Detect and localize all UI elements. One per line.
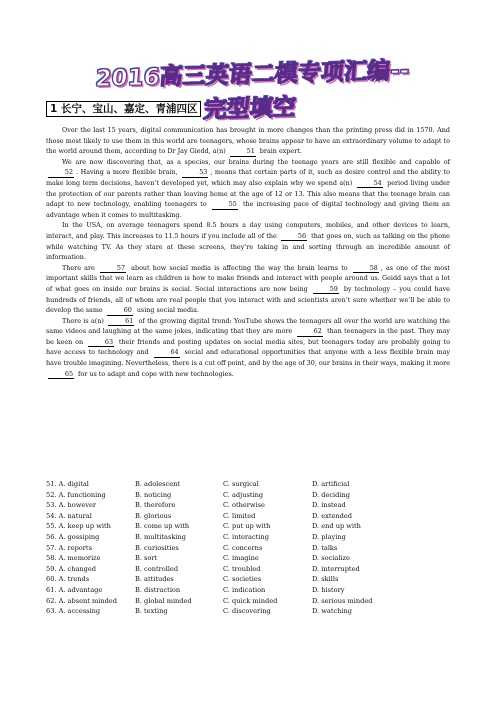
option-d: D. serious minded (312, 596, 373, 605)
option-c: C. interacting (223, 532, 269, 541)
blank-62: 62 (297, 328, 323, 337)
answer-options (46, 479, 450, 617)
option-row (46, 511, 450, 522)
option-b: B. noticing (135, 490, 172, 499)
blank-52: 52 (48, 169, 74, 178)
option-d: D. deciding (312, 490, 350, 499)
option-row (46, 564, 450, 575)
option-c: C. otherwise (223, 501, 265, 510)
option-b: B. multitasking (135, 532, 186, 541)
option-a: 61. A. advantage (46, 585, 103, 594)
option-b: B. adolescent (135, 480, 181, 488)
option-c: C. limited (223, 511, 256, 520)
option-d: D. end up with (312, 522, 361, 531)
blank-53: 53 (182, 169, 208, 178)
option-b: B. global minded (135, 596, 192, 605)
option-row (46, 585, 450, 596)
option-d: D. talks (312, 543, 338, 552)
option-d: D. skills (312, 575, 339, 584)
option-c: C. surgical (223, 480, 259, 488)
option-b: B. texting (135, 607, 168, 616)
blank-57: 57 (100, 265, 126, 274)
option-b: B. distraction (135, 585, 181, 594)
option-a: 56. A. gossiping (46, 532, 100, 541)
option-c: C. quick minded (223, 596, 278, 605)
option-a: 59. A. changed (46, 564, 96, 573)
option-c: C. imagine (223, 554, 259, 563)
option-a: 63. A. accessing (46, 607, 101, 616)
paragraph-1: Over the last 15 years, digital communication has brought in more changes than the printing press did in 1570. And those most likely to use them in this world are teenagers, whose brains appear to have an extraordinary volume to adapt to the world around them, according to Dr Jay Giedd, a(n) 51 brain expert. (46, 126, 450, 156)
blank-65: 65 (48, 371, 74, 380)
option-c: C. discovering (223, 607, 271, 616)
blank-60: 60 (107, 307, 133, 316)
option-a: 55. A. keep up with (46, 522, 111, 531)
option-row (46, 543, 450, 554)
option-c: C. troubled (223, 564, 261, 573)
blank-59: 59 (313, 286, 339, 295)
option-d: D. socialize (312, 554, 350, 563)
option-a: 52. A. functioning (46, 490, 106, 499)
blank-61: 61 (108, 318, 134, 327)
option-row (46, 606, 450, 617)
option-row (46, 490, 450, 501)
section-title: 1 长宁、宝山、嘉定、青浦四区 (46, 101, 201, 117)
option-d: D. interrupted (312, 564, 360, 573)
option-d: D. watching (312, 607, 352, 616)
paragraph-4: There are 57 about how social media is affecting the way the brain learns to 58 , as one of the most important skills that we learn as children is how to make friends and interact with people around us. Geidd says that a lot of what goes on inside our brains is social. Social interactions are now being 59 by technology – you could have hundreds of friends, all of whom are real people that you interact with and scientists aren’t sure whether we’ll be able to develop the same 60 using social media. (46, 263, 450, 315)
option-a: 51. A. digital (46, 480, 89, 488)
option-b: B. curiosities (135, 543, 179, 552)
cloze-passage (46, 125, 450, 379)
option-row (46, 521, 450, 532)
option-row (46, 500, 450, 511)
blank-54: 54 (357, 180, 383, 189)
option-row (46, 479, 450, 490)
option-c: C. adjusting (223, 490, 264, 499)
paragraph-2: We are now discovering that, as a species, our brains during the teenage years are still flexible and capable of 52 . Having a more flexible brain, 53 , means that certain parts of it, such as desire control and the ability to make long term decisions, haven’t developed yet, which may also explain why we spend a(n) 54 period living under the protection of our parents rather than leaving home at the age of 12 or 13. This also means that the teenage brain can adapt to new technology, enabling teenagers to 55 the increasing pace of digital technology and giving them an advantage when it comes to multitasking. (46, 157, 450, 219)
option-d: D. history (312, 585, 345, 594)
option-b: B. glorious (135, 511, 172, 520)
blank-51: 51 (230, 148, 256, 157)
option-c: C. societies (223, 575, 262, 584)
paragraph-5: There is a(n) 61 of the growing digital trend: YouTube shows the teenagers all over the world are watching the same videos and laughing at the same jokes, indicating that they are more 62 than teenagers in the past. They may be keen on 63 their friends and posting updates on social media sites, but teenagers today are probably going to have access to technology and 64 social and educational opportunities that anyone with a less flexible brain may have trouble imagining. Nevertheless, there is a cut off point, and by the age of 30, our brains in their ways, making it more 65 for us to adapt and cope with new technologies. (46, 316, 450, 378)
option-c: C. concerns (223, 543, 263, 552)
blank-58: 58 (353, 265, 379, 274)
option-c: C. put up with (223, 522, 271, 531)
option-b: B. attitudes (135, 575, 174, 584)
option-a: 62. A. absent minded (46, 596, 117, 605)
blank-56: 56 (281, 233, 307, 242)
option-a: 53. A. however (46, 501, 97, 510)
banner-title: 2016高三英语二模专项汇编--完型填空 (94, 57, 411, 124)
option-b: B. come up with (135, 522, 190, 531)
blank-64: 64 (154, 349, 180, 358)
option-row (46, 574, 450, 585)
option-a: 60. A. trends (46, 575, 90, 584)
option-a: 57. A. reports (46, 543, 92, 552)
option-a: 58. A. memorize (46, 554, 101, 563)
option-row (46, 532, 450, 543)
option-row (46, 553, 450, 564)
option-d: D. extended (312, 511, 353, 520)
paragraph-3: In the USA, on average teenagers spend 8.5 hours a day using computers, mobiles, and other devices to learn, interact, and play. This increases to 11.5 hours if you include all of the 56 that goes on, such as talking on the phone while watching TV. As they stare at these screens, they’re taking in and sorting through an incredible amount of information. (46, 221, 450, 262)
option-d: D. instead (312, 501, 346, 510)
option-c: C. indication (223, 585, 266, 594)
option-row (46, 596, 450, 607)
option-a: 54. A. natural (46, 511, 92, 520)
option-b: B. therefore (135, 501, 176, 510)
option-b: B. controlled (135, 564, 179, 573)
option-d: D. artificial (312, 480, 350, 488)
option-b: B. sort (135, 554, 158, 563)
blank-55: 55 (212, 201, 238, 210)
option-d: D. playing (312, 532, 346, 541)
blank-63: 63 (88, 339, 114, 348)
